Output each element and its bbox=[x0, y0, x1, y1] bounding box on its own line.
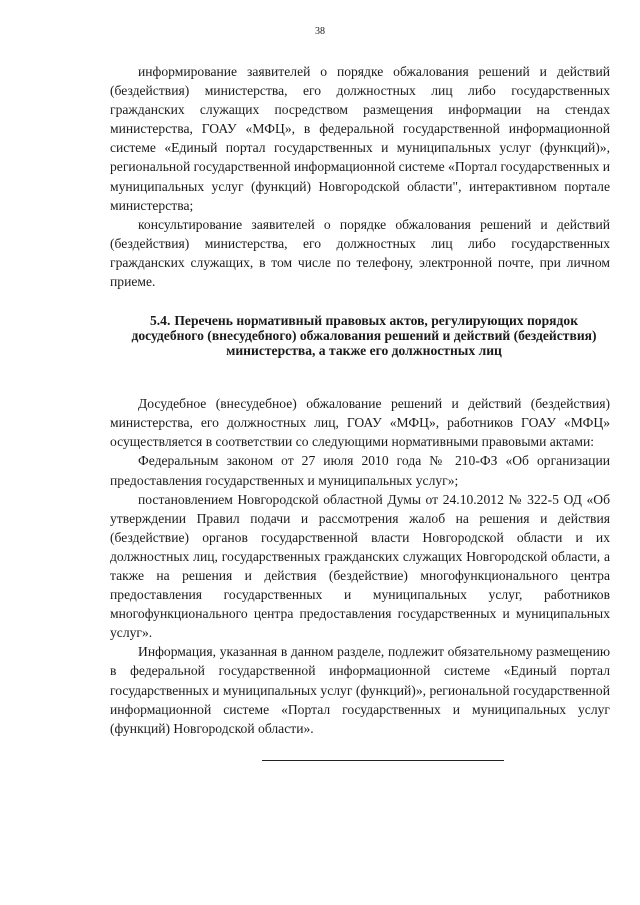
page-number: 38 bbox=[315, 26, 325, 37]
paragraph-federal-law: Федеральным законом от 27 июля 2010 года № 210-ФЗ «Об организации предоставления государственных и муниципальных услуг»; bbox=[110, 453, 610, 488]
paragraph-regional-resolution: постановлением Новгородской областной Думы от 24.10.2012 № 322-5 ОД «Об утверждении Правил подачи и рассмотрения жалоб на решения и действия (бездействие) органов государственной власти Новгородской области и их должностных лиц, государственных гражданских служащих Новгородской области, а также на решения и действия (бездействие) многофункционального центра предоставления государственных и муниципальных услуг, работников многофункционального центра предоставления государственных и муниципальных услуг». bbox=[110, 491, 610, 641]
paragraph-informing: информирование заявителей о порядке обжалования решений и действий (бездействия) министерства, его должностных лиц либо государственных гражданских служащих посредством размещения информации на стендах министерства, ГОАУ «МФЦ», в федеральной государственной информационной системе «Единый портал государственных и муниципальных услуг (функций)», региональной государственной информационной системе «Портал государственных и муниципальных услуг (функций) Новгородской области", интерактивном портале министерства; bbox=[110, 64, 610, 213]
end-rule bbox=[262, 760, 504, 761]
paragraph-consulting: консультирование заявителей о порядке обжалования решений и действий (бездействия) министерства, его должностных лиц либо государственных гражданских служащих, в том числе по телефону, электронной почте, при личном приеме. bbox=[110, 216, 610, 290]
section-number: 5.4. bbox=[149, 313, 171, 329]
section-heading bbox=[110, 313, 610, 358]
section-title: Перечень нормативный правовых актов, регулирующих порядок досудебного (внесудебного) обжалования решений и действий (бездействия) министерства, а также его должностных лиц bbox=[131, 313, 597, 359]
page-body bbox=[110, 62, 610, 738]
paragraph-publication: Информация, указанная в данном разделе, подлежит обязательному размещению в федеральной государственной информационной системе «Единый портал государственных и муниципальных услуг (функций)», региональной государственной информационной системе «Портал государственных и муниципальных услуг (функций) Новгородской области». bbox=[110, 644, 610, 736]
paragraph-appeal-basis: Досудебное (внесудебное) обжалование решений и действий (бездействия) министерства, его должностных лиц, ГОАУ «МФЦ», работников ГОАУ «МФЦ» осуществляется в соответствии со следующими нормативными правовыми актами: bbox=[110, 396, 610, 450]
spacer bbox=[110, 358, 610, 394]
